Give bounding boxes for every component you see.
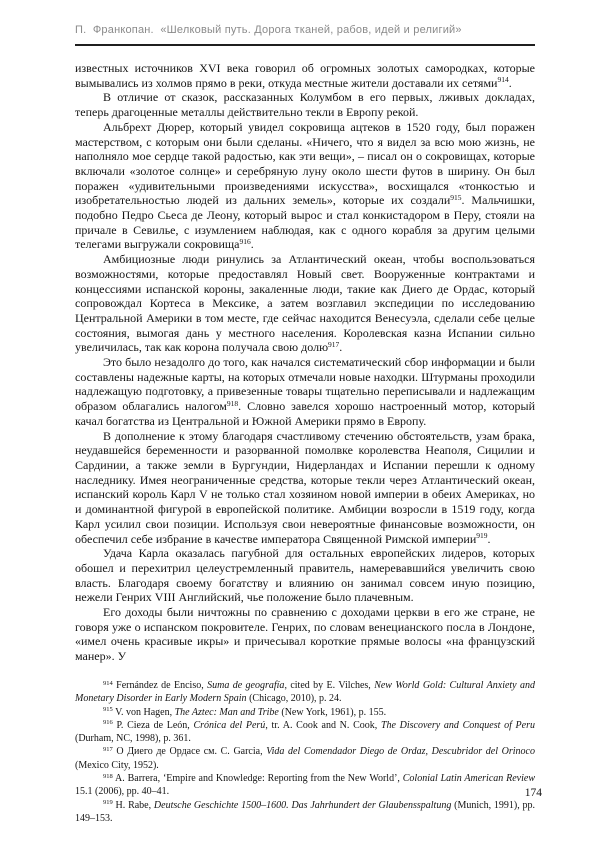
text-run: . — [339, 340, 343, 355]
footnote-ref: 917 — [103, 745, 113, 753]
header-divider — [75, 44, 535, 46]
text-run: . — [250, 237, 254, 252]
text-run: . — [487, 531, 491, 546]
text-run: Амбициозные люди ринулись за Атлантический океан, чтобы воспользоваться возможностями, которые предоставлял Новый свет. Вооруженные контрактами и концессиями испанской короны, закаленные люди, такие как Диего де Ордас, который сопровождал Кортеса в Мексике, а затем возглавил экспедиции по исследованию Центральной Америки в том месте, где сейчас находится Венесуэла, сделали себе целые состояния, вымогая дань у местного населения. Королевская казна Испании сильно увеличилась, так как корона получала свою долю — [75, 252, 535, 355]
text-run: , cited by E. Vilches, — [284, 680, 375, 691]
text-run: A. Barrera, ‘Empire and Knowledge: Reporting from the New World’, — [112, 773, 403, 785]
body-text — [75, 61, 535, 664]
italic-text-run: The Discovery and Conquest of Peru — [380, 719, 535, 731]
text-run: В дополнение к этому благодаря счастливому стечению обстоятельств, узам брака, неудавшейся беременности и разорванной помолвке королевства Неаполя, Сицилии и Сардинии, а также земли в Бургундии, Нидерландах и Испании перешли к одному наследнику. Имея неограниченные средства, которые текли через Атлантический океан, испанский король Карл V не только стал хозяином новой империи в обеих Америках, но и доминантной фигурой в европейской политике. Амбиции возросли в 1519 году, когда Карл усилил свои позиции. Используя свои невероятные финансовые возможности, он обеспечил себе избрание в качестве императора Священной Римской империи — [75, 428, 535, 546]
text-run: (Durham, NC, 1998), p. 361. — [75, 733, 191, 745]
italic-text-run: The Aztec: Man and Tribe — [174, 706, 279, 718]
text-run: V. von Hagen, — [112, 706, 175, 718]
text-run: Fernández de Enciso, — [112, 680, 208, 691]
text-run: (New York, 1961), p. 155. — [278, 706, 387, 718]
text-run: (Mexico City, 1952). — [75, 759, 159, 771]
footnote-item — [75, 706, 535, 719]
footnote-ref: 918 — [103, 772, 113, 780]
text-run: . — [508, 75, 512, 90]
footnote-item — [75, 745, 535, 772]
text-run: известных источников XVI века говорил об огромных золотых самородках, которые вымывались из холмов прямо в реки, откуда местные жители доставали их сетями — [75, 61, 535, 90]
footnote-item — [75, 679, 535, 706]
text-run: Удача Карла оказалась пагубной для остальных европейских лидеров, которых обошел и перехитрил целеустремленный правитель, намеревавшийся увеличить свою власть. Благодаря своему богатству и влиянию он занимал совсем иную позицию, нежели Генрих VIII Английский, чье положение было плачевным. — [75, 546, 535, 605]
paragraph — [75, 252, 535, 355]
paragraph — [75, 605, 535, 664]
text-run: , tr. A. Cook and N. Cook, — [265, 719, 381, 731]
footnote-ref: 916 — [239, 236, 251, 246]
text-run: H. Rabe, — [112, 799, 154, 811]
footnotes — [75, 679, 535, 825]
footnote-ref: 915 — [103, 706, 113, 714]
footnote-ref: 919 — [476, 531, 488, 540]
italic-text-run: Vida del Comendador Diego de Ordaz, Descubridor del Orinoco — [266, 746, 535, 758]
footnote-item — [75, 799, 535, 826]
text-run: P. Cieza de León, — [112, 719, 194, 731]
italic-text-run: Crónica del Perú — [193, 719, 266, 731]
text-run: (Munich, 1991), pp. 149–153. — [75, 799, 535, 824]
text-run: . Мальчишки, подобно Педро Сьеса де Леону, который вырос и стал конкистадором в Перу, стояли на причале в Севилье, с изумлением наблюдая, как с одного корабля за другим целыми телегами выгружали сокровища — [75, 193, 535, 252]
paragraph — [75, 546, 535, 605]
text-run: Альбрехт Дюрер, который увидел сокровища ацтеков в 1520 году, был поражен мастерством, с которым они были сделаны. «Ничего, что я видел за всю мою жизнь, не наполняло мое сердце такой радостью, как эти вещи», – писал он о сокровищах, которые включали «золотое солнце» и серебряную луну около шести футов в ширину. Он был поражен «удивительными произведениями искусства», восхищался «тонкостью и изобретательностью людей из дальних земель», которые их создали — [75, 119, 535, 208]
text-run: 15.1 (2006), pp. 40–41. — [75, 786, 170, 798]
italic-text-run: Deutsche Geschichte 1500–1600. Das Jahrhundert der Glaubensspaltung — [153, 799, 452, 811]
text-run: О Диего де Ордасе см. C. Garcia, — [112, 746, 267, 758]
paragraph — [75, 90, 535, 119]
page-number: 174 — [524, 787, 542, 799]
paragraph — [75, 61, 535, 90]
paragraph — [75, 120, 535, 252]
text-run: . Словно завелся хорошо настроенный мотор, который качал богатства из Центральной и Южной Америки прямо в Европу. — [75, 399, 536, 428]
footnote-ref: 914 — [497, 75, 509, 85]
paragraph — [75, 355, 535, 429]
footnote-ref: 915 — [450, 192, 462, 202]
footnote-ref: 917 — [328, 339, 340, 349]
italic-text-run: Colonial Latin American Review — [402, 773, 535, 785]
paragraph — [75, 429, 535, 547]
italic-text-run: Suma de geografía — [207, 680, 285, 691]
footnote-ref: 916 — [103, 719, 113, 727]
footnote-ref: 914 — [103, 679, 113, 687]
footnote-ref: 919 — [103, 799, 113, 807]
text-run: Его доходы были ничтожны по сравнению с доходами церкви в его же стране, не говоря уже о испанском покровителе. Генрих, по словам венецианского посла в Лондоне, «имел очень красивые икры» и причесывал короткие прямые волосы «на французский манер». У — [75, 605, 535, 664]
text-run: (Chicago, 2010), p. 24. — [246, 693, 342, 705]
text-run: Это было незадолго до того, как начался систематический сбор информации и были составлены надежные карты, на которых отмечали новые находки. Штурманы проходили надлежащую подготовку, а привезенные товары тщательно переписывали и надлежащим образом облагались налогом — [75, 355, 535, 414]
text-run: В отличие от сказок, рассказанных Колумбом в его первых, лживых докладах, теперь драгоценные металлы действительно текли в Европу рекой. — [75, 90, 535, 120]
footnote-ref: 918 — [226, 398, 239, 408]
running-header-title: П. Франкопан. «Шелковый путь. Дорога тканей, рабов, идей и религий» — [75, 24, 462, 36]
footnote-item — [75, 719, 535, 746]
italic-text-run: New World Gold: Cultural Anxiety and Monetary Disorder in Early Modern Spain — [75, 680, 536, 705]
